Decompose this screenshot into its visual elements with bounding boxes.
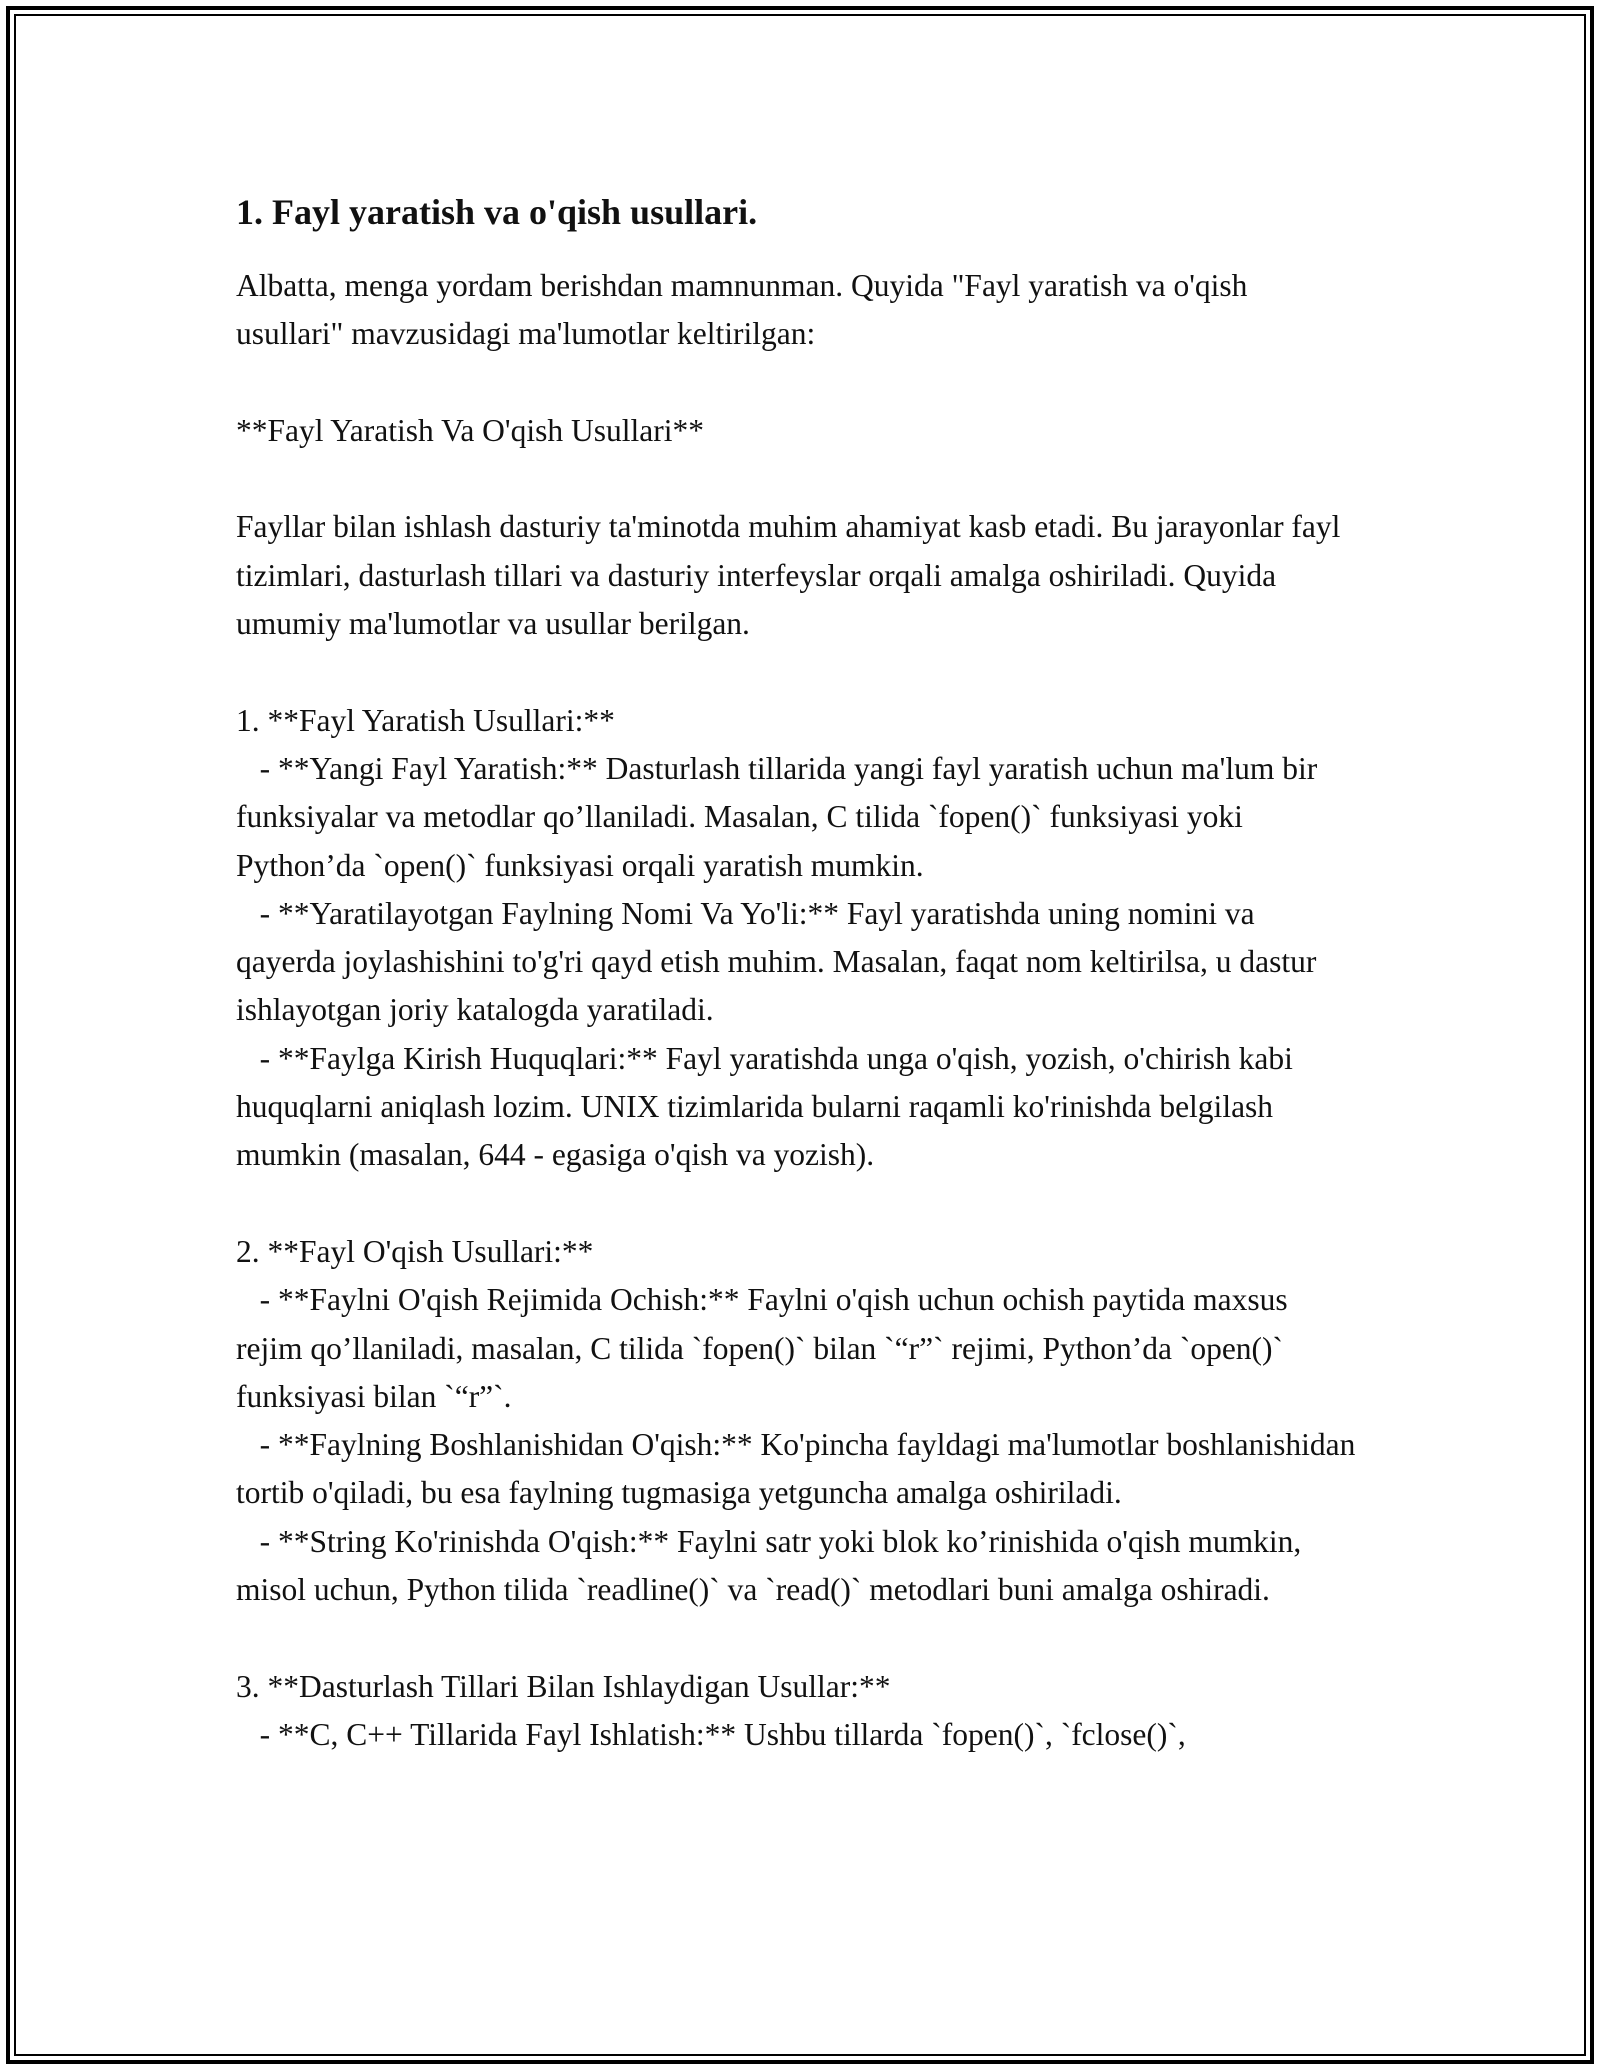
document-body bbox=[236, 188, 1364, 1759]
list-item: - **Yaratilayotgan Faylning Nomi Va Yo'li:** Fayl yaratishda uning nomini va qayerda joylashishini to'g'ri qayd etish muhim. Masalan, faqat nom keltirilsa, u dastur ishlayotgan joriy katalogda yaratiladi. bbox=[236, 895, 1325, 1028]
overview-paragraph: Fayllar bilan ishlash dasturiy ta'minotda muhim ahamiyat kasb etadi. Bu jarayonlar fayl tizimlari, dasturlash tillari va dasturiy interfeyslar orqali amalga oshiriladi. Quyida umumiy ma'lumotlar va usullar berilgan. bbox=[236, 509, 1349, 642]
list-item: - **C, C++ Tillarida Fayl Ishlatish:** Ushbu tillarda `fopen()`, `fclose()`, bbox=[236, 1716, 1186, 1752]
blank-line bbox=[236, 648, 1356, 696]
blank-line bbox=[236, 1614, 1356, 1662]
section-file-creation bbox=[236, 697, 1356, 1180]
section-heading: 2. **Fayl O'qish Usullari:** bbox=[236, 1233, 594, 1269]
document-title: 1. Fayl yaratish va o'qish usullari. bbox=[236, 192, 758, 232]
blank-line bbox=[236, 359, 1356, 407]
section-file-reading bbox=[236, 1228, 1364, 1614]
section-heading: 1. **Fayl Yaratish Usullari:** bbox=[236, 702, 615, 738]
section-language-methods bbox=[236, 1663, 1356, 1760]
section-heading: 3. **Dasturlash Tillari Bilan Ishlaydigan Usullar:** bbox=[236, 1668, 891, 1704]
blank-line bbox=[236, 1180, 1356, 1228]
list-item: - **Faylga Kirish Huquqlari:** Fayl yaratishda unga o'qish, yozish, o'chirish kabi huquqlarni aniqlash lozim. UNIX tizimlarida bularni raqamli ko'rinishda belgilash mumkin (masalan, 644 - egasiga o'qish va yozish). bbox=[236, 1040, 1301, 1173]
list-item: - **Yangi Fayl Yaratish:** Dasturlash tillarida yangi fayl yaratish uchun ma'lum bir funksiyalar va metodlar qo’llaniladi. Masalan, C tilida `fopen()` funksiyasi yoki Python’da `open()` funksiyasi orqali yaratish mumkin. bbox=[236, 750, 1326, 883]
main-heading: **Fayl Yaratish Va O'qish Usullari** bbox=[236, 412, 704, 448]
list-item: - **Faylning Boshlanishidan O'qish:** Ko'pincha fayldagi ma'lumotlar boshlanishidan tortib o'qiladi, bu esa faylning tugmasiga yetguncha amalga oshiriladi. bbox=[236, 1427, 1364, 1511]
list-item: - **Faylni O'qish Rejimida Ochish:** Faylni o'qish uchun ochish paytida maxsus rejim qo’llaniladi, masalan, C tilida `fopen()` bilan `“r”` rejimi, Python’da `open()` funksiyasi bilan `“r”`. bbox=[236, 1282, 1296, 1414]
list-item: - **String Ko'rinishda O'qish:** Faylni satr yoki blok ko’rinishida o'qish mumkin, misol uchun, Python tilida `readline()` va `read()` metodlari buni amalga oshiradi. bbox=[236, 1523, 1310, 1608]
intro-paragraph: Albatta, menga yordam berishdan mamnunman. Quyida "Fayl yaratish va o'qish usullari" mavzusidagi ma'lumotlar keltirilgan: bbox=[236, 268, 1256, 352]
blank-line bbox=[236, 455, 1356, 503]
